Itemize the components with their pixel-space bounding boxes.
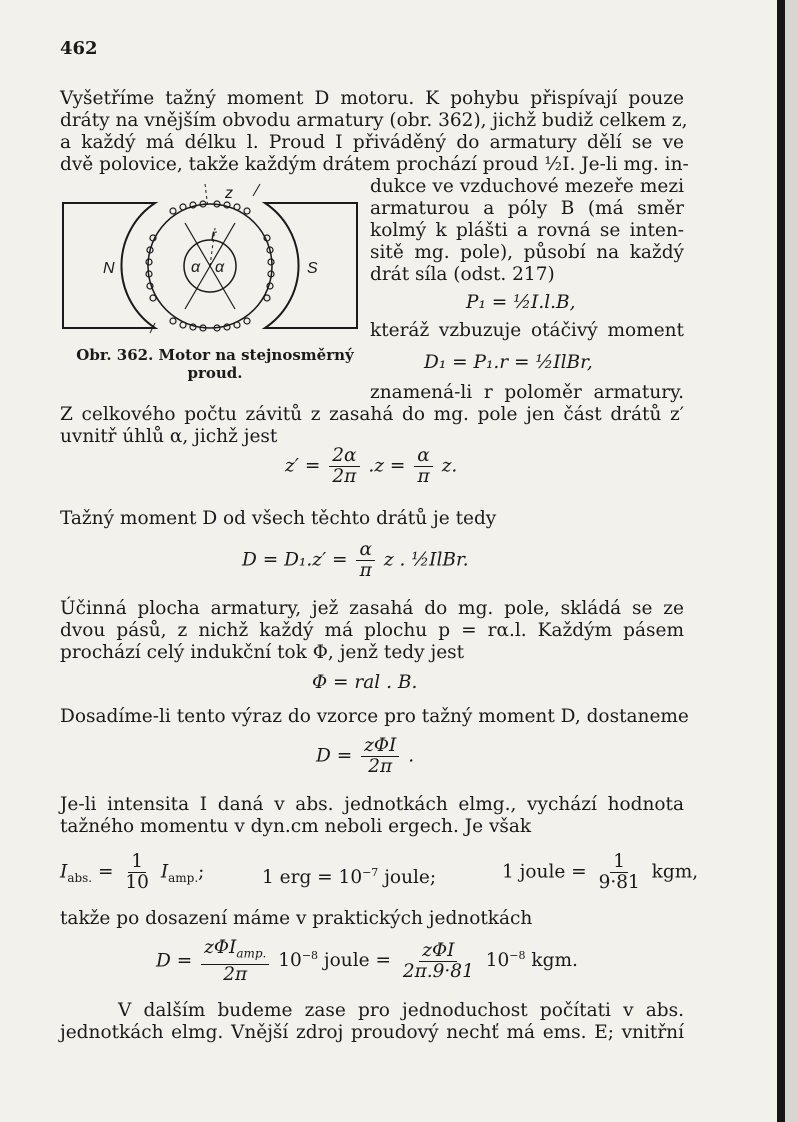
paragraph-line: Vyšetříme tažný moment D motoru. K pohybu přispívají pouze xyxy=(60,88,684,109)
equation-d1: D₁ = P₁.r = ½IlBr, xyxy=(424,352,593,373)
label-alpha-right: α xyxy=(215,259,225,276)
equation-units-erg: 1 erg = $10^{-7}$ joule; xyxy=(262,866,437,889)
paragraph-line: drát síla (odst. 217) xyxy=(370,264,555,285)
label-north: N xyxy=(103,260,115,277)
equation-d-total: D = D₁.z′ = $\frac{\alpha}{\pi}$ z . ½IlBr. xyxy=(242,539,469,581)
equation-d-phi: D = $\frac{\text{zΦI}}{2\pi}$ . xyxy=(316,735,415,777)
equation-phi: Φ = ral . B. xyxy=(312,672,418,693)
equation-z-prime: z′ = $\frac{2\alpha}{2\pi}$ .z = $\frac{\alpha}{\pi}$ z. xyxy=(285,445,458,487)
paragraph-line: kolmý k plášti a rovná se inten- xyxy=(370,220,684,241)
paragraph-line: dukce ve vzduchové mezeře mezi xyxy=(370,176,684,197)
paragraph-line: uvnitř úhlů α, jichž jest xyxy=(60,426,278,447)
equation-practical: D = $\frac{z\Phi I_{amp.}}{2\pi}$ $10^{-8}$ joule = $\frac{\text{zΦI}}{2\pi.9\cdot 81}$ $10^{-8}$ kgm. xyxy=(156,937,578,985)
figure-caption: Obr. 362. Motor na stejnosměrný proud. xyxy=(76,346,354,382)
paragraph-line: Dosadíme-li tento výraz do vzorce pro tažný moment D, dostaneme xyxy=(60,706,689,727)
paragraph-line: a každý má délku l. Proud I přiváděný do armatury dělí se ve xyxy=(60,132,684,153)
paragraph-line: V dalším budeme zase pro jednoduchost počítati v abs. xyxy=(118,1000,684,1021)
paragraph-line: dvou pásů, z nichž každý má plochu p = rα.l. Každým pásem xyxy=(60,620,684,641)
binding-shadow xyxy=(777,0,785,1122)
paragraph-line: Z celkového počtu závitů z zasahá do mg. pole jen část drátů z′ xyxy=(60,404,684,425)
motor-diagram xyxy=(55,178,365,338)
page-edge xyxy=(785,0,797,1122)
label-south: S xyxy=(307,260,318,277)
paragraph-line: armaturou a póly B (má směr xyxy=(370,198,684,219)
paragraph-line: dvě polovice, takže každým drátem prochází proud ½I. Je-li mg. in- xyxy=(60,154,689,175)
equation-units-abs: $I_{abs.}$ = $\frac{1}{10}$ $I_{amp.}$; xyxy=(60,851,205,893)
paragraph-line: kteráž vzbuzuje otáčivý moment xyxy=(370,320,684,341)
label-alpha-left: α xyxy=(191,259,201,276)
paragraph-line: sitě mg. pole), působí na každý xyxy=(370,242,684,263)
paragraph-line: Účinná plocha armatury, jež zasahá do mg. pole, skládá se ze xyxy=(60,598,684,619)
page-number: 462 xyxy=(60,38,98,59)
paragraph-line: Tažný moment D od všech těchto drátů je tedy xyxy=(60,508,497,529)
paragraph-line: znamená-li r poloměr armatury. xyxy=(370,382,684,403)
label-r: r xyxy=(211,227,217,244)
paragraph-line: prochází celý indukční tok Φ, jenž tedy jest xyxy=(60,642,465,663)
paragraph-line: Je-li intensita I daná v abs. jednotkách elmg., vychází hodnota xyxy=(60,794,684,815)
paragraph-line: dráty na vnějším obvodu armatury (obr. 362), jichž budiž celkem z, xyxy=(60,110,688,131)
paragraph-line: takže po dosazení máme v praktických jednotkách xyxy=(60,908,533,929)
equation-p1: P₁ = ½I.l.B, xyxy=(466,292,576,313)
paragraph-line: jednotkách elmg. Vnější zdroj proudový nechť má ems. E; vnitřní xyxy=(60,1022,684,1043)
equation-units-joule: 1 joule = $\frac{1}{9\cdot 81}$ kgm, xyxy=(502,851,699,893)
label-z: z xyxy=(225,185,233,202)
paragraph-line: tažného momentu v dyn.cm neboli ergech. Je však xyxy=(60,816,532,837)
